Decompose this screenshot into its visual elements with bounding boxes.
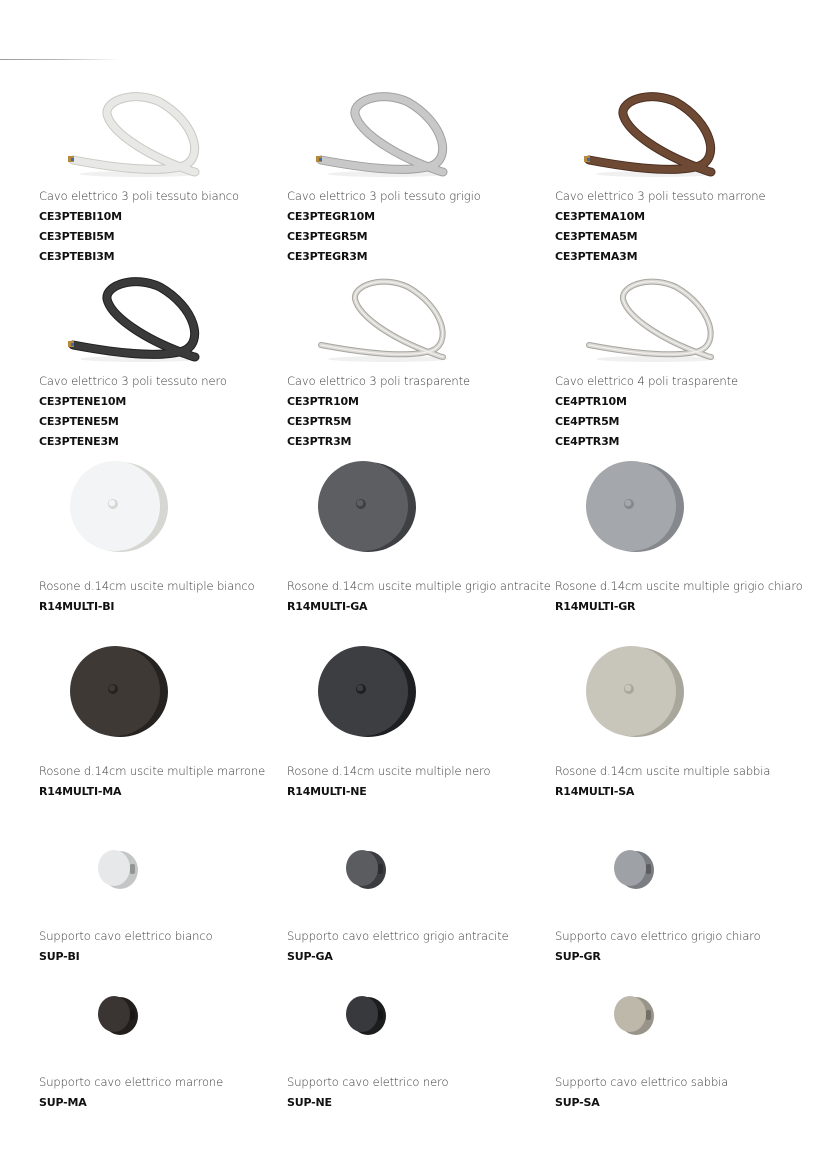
product-code: R14MULTI-GR	[555, 600, 636, 613]
product-code: CE3PTEBI3M	[39, 250, 115, 263]
product-code: SUP-NE	[287, 1096, 332, 1109]
product-label: Rosone d.14cm uscite multiple marrone	[39, 764, 266, 778]
product-code: CE3PTR10M	[287, 395, 359, 408]
ceiling-rose-image-anthracite	[316, 460, 426, 555]
cable-support-image-anthracite	[342, 848, 390, 892]
product-code: CE4PTR3M	[555, 435, 620, 448]
product-label: Rosone d.14cm uscite multiple grigio chiaro	[555, 579, 803, 593]
product-label: Rosone d.14cm uscite multiple sabbia	[555, 764, 771, 778]
product-code: SUP-GA	[287, 950, 333, 963]
cable-support-image-black	[342, 994, 390, 1038]
product-label: Cavo elettrico 3 poli tessuto marrone	[555, 189, 766, 203]
product-label: Supporto cavo elettrico nero	[287, 1075, 449, 1089]
ceiling-rose-image-black	[316, 645, 426, 740]
product-code: R14MULTI-SA	[555, 785, 635, 798]
decorative-top-rule	[0, 59, 120, 60]
product-code: R14MULTI-GA	[287, 600, 368, 613]
product-label: Supporto cavo elettrico grigio antracite	[287, 929, 509, 943]
product-label: Supporto cavo elettrico sabbia	[555, 1075, 729, 1089]
cable-image-grey	[313, 92, 453, 182]
product-code: CE3PTR3M	[287, 435, 352, 448]
ceiling-rose-image-light-grey	[584, 460, 694, 555]
ceiling-rose-image-white	[68, 460, 178, 555]
product-label: Supporto cavo elettrico grigio chiaro	[555, 929, 761, 943]
product-code: CE3PTENE10M	[39, 395, 127, 408]
product-code: SUP-SA	[555, 1096, 600, 1109]
cable-image-clear-4	[581, 277, 721, 367]
product-label: Cavo elettrico 3 poli tessuto grigio	[287, 189, 481, 203]
product-label: Cavo elettrico 3 poli trasparente	[287, 374, 470, 388]
product-code: CE3PTEMA5M	[555, 230, 638, 243]
cable-support-image-sand	[610, 994, 658, 1038]
product-label: Supporto cavo elettrico bianco	[39, 929, 213, 943]
cable-image-brown	[581, 92, 721, 182]
product-label: Cavo elettrico 3 poli tessuto bianco	[39, 189, 239, 203]
product-code: CE3PTR5M	[287, 415, 352, 428]
cable-image-black	[65, 277, 205, 367]
product-label: Rosone d.14cm uscite multiple grigio antracite	[287, 579, 551, 593]
product-code: CE3PTEGR10M	[287, 210, 375, 223]
product-code: CE4PTR10M	[555, 395, 627, 408]
product-code: SUP-BI	[39, 950, 80, 963]
cable-support-image-white	[94, 848, 142, 892]
product-code: R14MULTI-BI	[39, 600, 115, 613]
product-label: Rosone d.14cm uscite multiple nero	[287, 764, 491, 778]
cable-image-clear-3	[313, 277, 453, 367]
product-code: CE3PTEGR3M	[287, 250, 368, 263]
product-code: CE3PTEMA3M	[555, 250, 638, 263]
product-code: CE4PTR5M	[555, 415, 620, 428]
product-code: R14MULTI-NE	[287, 785, 367, 798]
product-code: CE3PTENE3M	[39, 435, 119, 448]
ceiling-rose-image-brown	[68, 645, 178, 740]
product-code: CE3PTEBI5M	[39, 230, 115, 243]
product-label: Cavo elettrico 3 poli tessuto nero	[39, 374, 227, 388]
product-label: Supporto cavo elettrico marrone	[39, 1075, 224, 1089]
cable-support-image-light-grey	[610, 848, 658, 892]
product-code: CE3PTEMA10M	[555, 210, 645, 223]
product-code: SUP-MA	[39, 1096, 87, 1109]
cable-image-white	[65, 92, 205, 182]
cable-support-image-brown	[94, 994, 142, 1038]
product-label: Cavo elettrico 4 poli trasparente	[555, 374, 738, 388]
product-code: SUP-GR	[555, 950, 601, 963]
product-code: R14MULTI-MA	[39, 785, 122, 798]
product-label: Rosone d.14cm uscite multiple bianco	[39, 579, 255, 593]
product-code: CE3PTEBI10M	[39, 210, 122, 223]
product-code: CE3PTENE5M	[39, 415, 119, 428]
ceiling-rose-image-sand	[584, 645, 694, 740]
product-code: CE3PTEGR5M	[287, 230, 368, 243]
